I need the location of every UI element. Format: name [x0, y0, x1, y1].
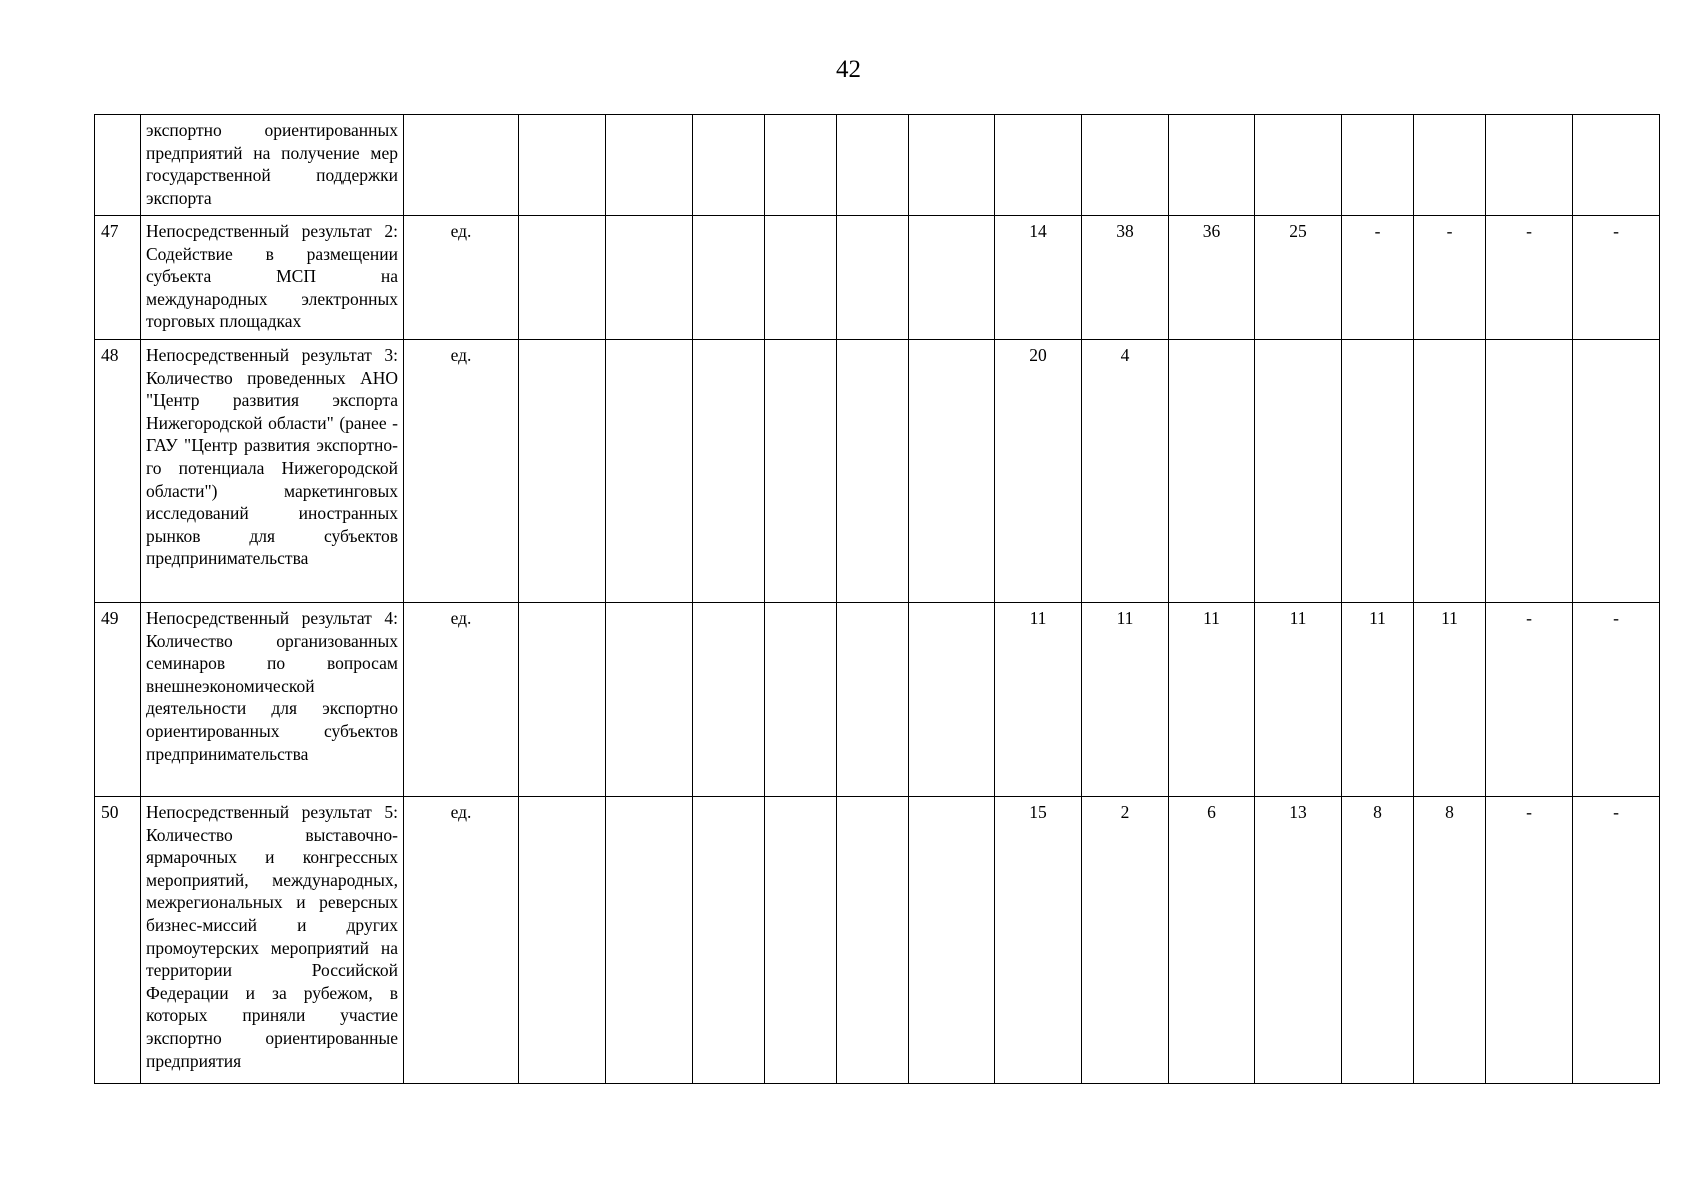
value-cell [519, 115, 606, 216]
value-cell: 38 [1082, 216, 1169, 340]
table-row [95, 216, 1660, 340]
value-cell: 14 [995, 216, 1082, 340]
row-number-cell [95, 115, 141, 216]
value-cell: - [1486, 603, 1573, 797]
value-cell [1169, 115, 1255, 216]
unit-cell: ед. [404, 216, 519, 340]
value-cell [519, 340, 606, 603]
value-cell [693, 115, 765, 216]
value-cell [1082, 115, 1169, 216]
value-cell: 13 [1255, 797, 1342, 1084]
value-cell: - [1342, 216, 1414, 340]
value-cell [909, 115, 995, 216]
value-cell: 11 [995, 603, 1082, 797]
value-cell: 4 [1082, 340, 1169, 603]
indicator-name-cell: Непосредственный результат 2: Содействие в размещении субъекта МСП на международных электронных торговых площадках [141, 216, 404, 340]
value-cell [606, 603, 693, 797]
value-cell [765, 115, 837, 216]
value-cell [519, 603, 606, 797]
value-cell [606, 216, 693, 340]
value-cell [1255, 340, 1342, 603]
value-cell [1342, 115, 1414, 216]
value-cell [1255, 115, 1342, 216]
value-cell: 11 [1082, 603, 1169, 797]
value-cell [1573, 115, 1660, 216]
row-number-cell: 49 [95, 603, 141, 797]
row-number-cell: 47 [95, 216, 141, 340]
value-cell [693, 603, 765, 797]
value-cell: - [1486, 216, 1573, 340]
table-row [95, 603, 1660, 797]
unit-cell [404, 115, 519, 216]
indicator-name-cell: Непосредственный результат 5: Количество выставочно-ярмарочных и конгрессных мероприятий, международных, межрегиональных и реверсных бизнес-миссий и других промоутерских мероприятий на территории Российской Федерации и за рубежом, в которых приняли участие экспортно ориентированные предприятия [141, 797, 404, 1084]
value-cell: - [1573, 603, 1660, 797]
value-cell [606, 115, 693, 216]
value-cell: - [1486, 797, 1573, 1084]
indicators-table [94, 114, 1660, 1084]
value-cell [909, 340, 995, 603]
page-number: 42 [836, 56, 861, 83]
value-cell: - [1573, 216, 1660, 340]
value-cell [1573, 340, 1660, 603]
value-cell [693, 797, 765, 1084]
value-cell: 8 [1342, 797, 1414, 1084]
value-cell [995, 115, 1082, 216]
value-cell: - [1414, 216, 1486, 340]
value-cell [519, 216, 606, 340]
value-cell: 36 [1169, 216, 1255, 340]
value-cell [1342, 340, 1414, 603]
unit-cell: ед. [404, 797, 519, 1084]
indicator-name-cell: экспортно ориентированных предприятий на получение мер государственной поддержки экспорта [141, 115, 404, 216]
value-cell [765, 340, 837, 603]
unit-cell: ед. [404, 340, 519, 603]
value-cell [909, 603, 995, 797]
value-cell: 11 [1414, 603, 1486, 797]
value-cell [837, 115, 909, 216]
value-cell [606, 340, 693, 603]
value-cell [519, 797, 606, 1084]
value-cell: 11 [1255, 603, 1342, 797]
indicator-name-cell: Непосредственный результат 3: Количество проведенных АНО "Центр развития экспорта Нижегородской области" (ранее - ГАУ "Центр развития экспортного потенциала Нижегородской области") маркетинговых исследований иностранных рынков для субъектов предпринимательства [141, 340, 404, 603]
value-cell [1486, 115, 1573, 216]
value-cell [1414, 340, 1486, 603]
row-number-cell: 50 [95, 797, 141, 1084]
value-cell: 20 [995, 340, 1082, 603]
value-cell [693, 340, 765, 603]
value-cell [606, 797, 693, 1084]
value-cell [765, 797, 837, 1084]
value-cell: - [1573, 797, 1660, 1084]
indicator-name-cell: Непосредственный результат 4: Количество организованных семинаров по вопросам внешнеэкономической деятельности для экспортно ориентированных субъектов предпринимательства [141, 603, 404, 797]
row-number-cell: 48 [95, 340, 141, 603]
value-cell: 11 [1169, 603, 1255, 797]
table-row [95, 115, 1660, 216]
value-cell [1486, 340, 1573, 603]
value-cell [1169, 340, 1255, 603]
value-cell: 25 [1255, 216, 1342, 340]
value-cell: 2 [1082, 797, 1169, 1084]
value-cell [909, 797, 995, 1084]
value-cell [837, 603, 909, 797]
value-cell [693, 216, 765, 340]
value-cell [765, 216, 837, 340]
value-cell: 11 [1342, 603, 1414, 797]
table-row [95, 797, 1660, 1084]
table-row [95, 340, 1660, 603]
unit-cell: ед. [404, 603, 519, 797]
value-cell: 8 [1414, 797, 1486, 1084]
value-cell: 6 [1169, 797, 1255, 1084]
value-cell [837, 340, 909, 603]
value-cell [765, 603, 837, 797]
value-cell [837, 216, 909, 340]
value-cell [909, 216, 995, 340]
value-cell: 15 [995, 797, 1082, 1084]
value-cell [837, 797, 909, 1084]
value-cell [1414, 115, 1486, 216]
